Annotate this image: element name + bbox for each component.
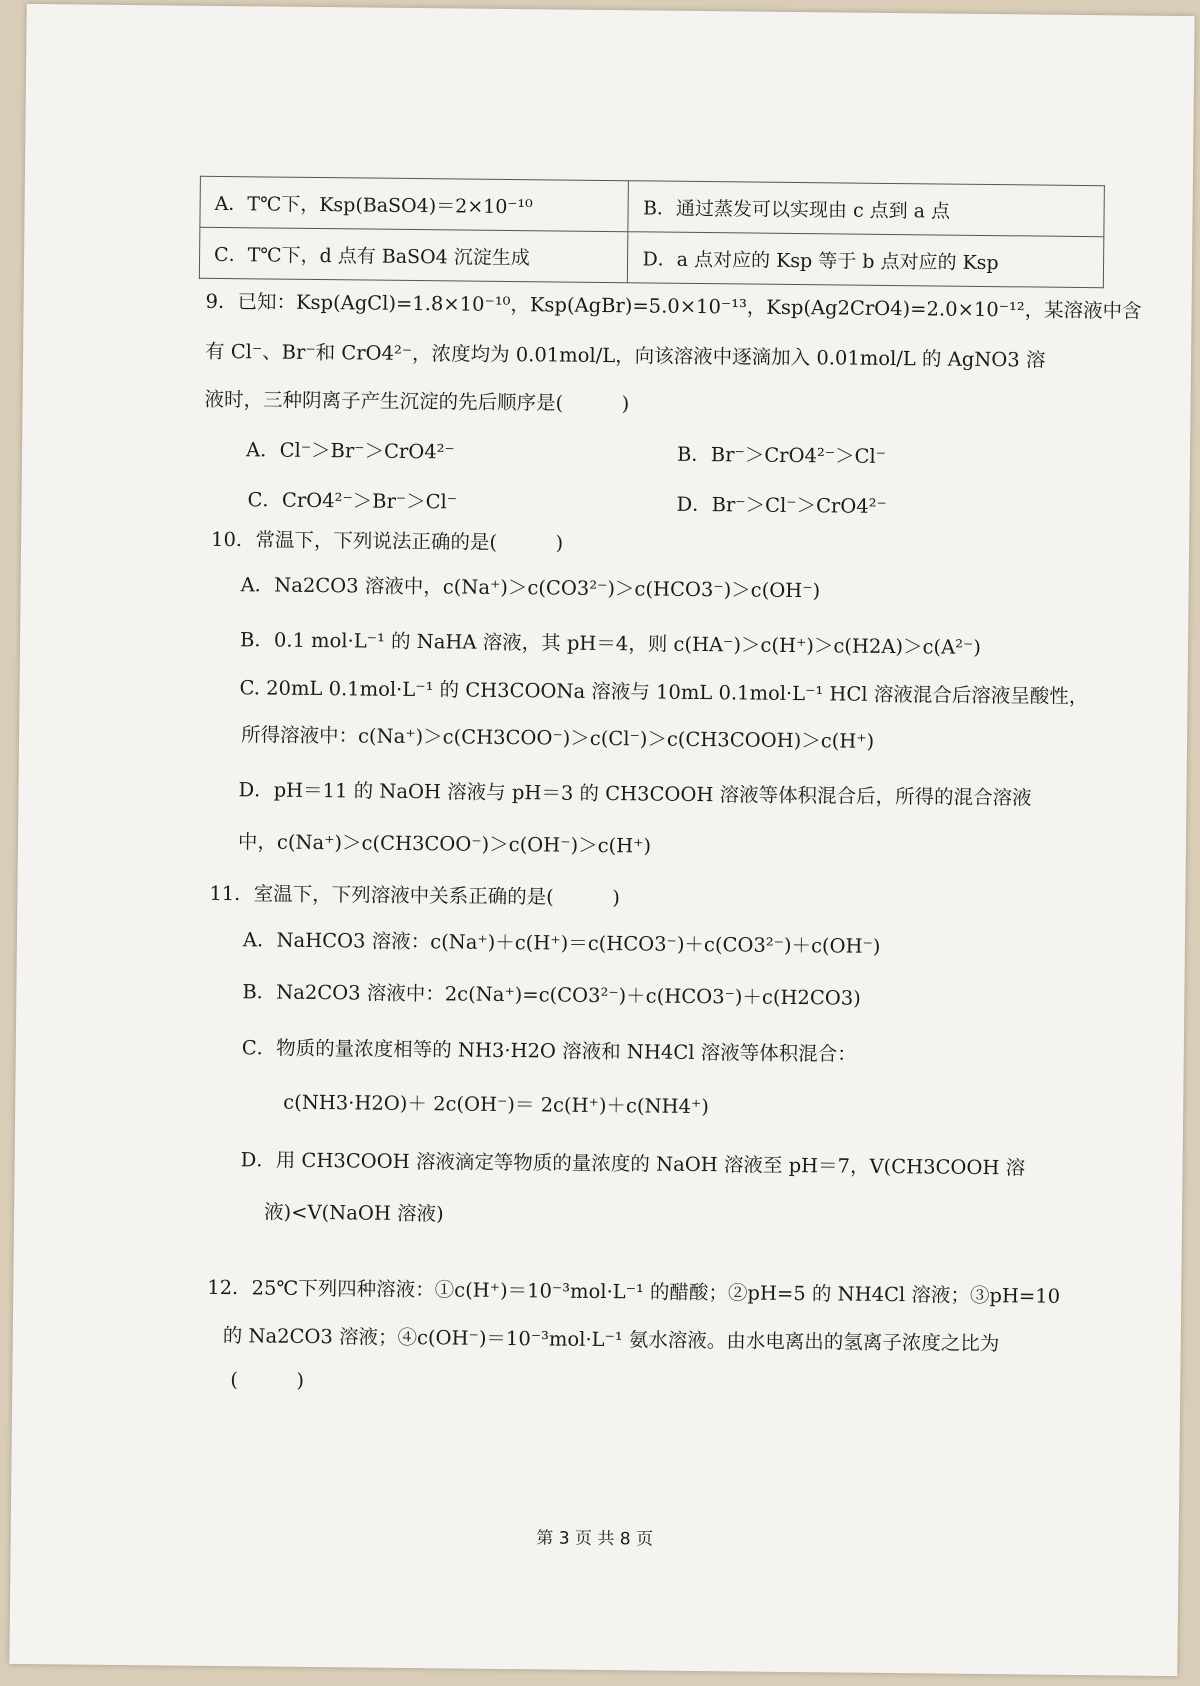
q8-options-table — [199, 176, 1105, 288]
q9-stem-line1: 9．已知：Ksp(AgCl)=1.8×10⁻¹⁰，Ksp(AgBr)=5.0×10⁻¹³，Ksp(Ag2CrO4)=2.0×10⁻¹²，某溶液中含 — [205, 289, 1142, 323]
table-row — [199, 227, 1103, 287]
q9-option-d: D．Br⁻＞Cl⁻＞CrO4²⁻ — [676, 492, 887, 518]
page-footer: 第 3 页 共 8 页 — [536, 1528, 654, 1550]
q9-option-c: C．CrO4²⁻＞Br⁻＞Cl⁻ — [247, 488, 458, 514]
q8-option-d: D．a 点对应的 Ksp 等于 b 点对应的 Ksp — [628, 232, 1104, 288]
q9-stem-line3: 液时，三种阴离子产生沉淀的先后顺序是( ) — [204, 387, 630, 416]
q11-option-c-line1: C．物质的量浓度相等的 NH3·H2O 溶液和 NH4Cl 溶液等体积混合： — [241, 1036, 857, 1066]
q10-stem: 10．常温下，下列说法正确的是( ) — [211, 527, 564, 555]
q10-option-d-line2: 中，c(Na⁺)＞c(CH3COO⁻)＞c(OH⁻)＞c(H⁺) — [237, 830, 652, 858]
q10-option-c-line1: C. 20mL 0.1mol·L⁻¹ 的 CH3COONa 溶液与 10mL 0.1mol·L⁻¹ HCl 溶液混合后溶液呈酸性， — [239, 676, 1089, 709]
q8-option-a: A．T℃下，Ksp(BaSO4)＝2×10⁻¹⁰ — [200, 176, 629, 231]
q12-stem-line2: 的 Na2CO3 溶液；④c(OH⁻)＝10⁻³mol·L⁻¹ 氨水溶液。由水电离出的氢离子浓度之比为 — [222, 1324, 1000, 1356]
q10-option-a: A．Na2CO3 溶液中，c(Na⁺)＞c(CO3²⁻)＞c(HCO3⁻)＞c(OH⁻) — [240, 573, 821, 603]
q12-stem-line3: ( ) — [230, 1368, 305, 1392]
q8-option-c: C．T℃下，d 点有 BaSO4 沉淀生成 — [199, 227, 628, 282]
q11-option-d-line2: 液)<V(NaOH 溶液) — [263, 1200, 444, 1226]
q9-option-b: B．Br⁻＞CrO4²⁻＞Cl⁻ — [676, 442, 887, 468]
q11-stem: 11．室温下，下列溶液中关系正确的是( ) — [209, 881, 621, 910]
exam-page — [9, 4, 1194, 1676]
q8-option-b: B．通过蒸发可以实现由 c 点到 a 点 — [628, 181, 1104, 237]
q10-option-c-line2: 所得溶液中：c(Na⁺)＞c(CH3COO⁻)＞c(Cl⁻)＞c(CH3COOH)＞c(H⁺) — [240, 723, 875, 753]
q11-option-b: B．Na2CO3 溶液中：2c(Na⁺)=c(CO3²⁻)＋c(HCO3⁻)＋c(H2CO3) — [242, 980, 861, 1010]
table-row — [200, 176, 1104, 236]
q11-option-a: A．NaHCO3 溶液：c(Na⁺)＋c(H⁺)＝c(HCO3⁻)＋c(CO3²⁻)＋c(OH⁻) — [242, 928, 881, 958]
q10-option-b: B．0.1 mol·L⁻¹ 的 NaHA 溶液，其 pH＝4，则 c(HA⁻)＞c(H⁺)＞c(H2A)＞c(A²⁻) — [239, 628, 982, 659]
q12-stem-line1: 12．25℃下列四种溶液：①c(H⁺)＝10⁻³mol·L⁻¹ 的醋酸；②pH=5 的 NH4Cl 溶液；③pH=10 — [207, 1275, 1061, 1308]
q9-option-a: A．Cl⁻＞Br⁻＞CrO4²⁻ — [245, 438, 455, 464]
q11-option-d-line1: D．用 CH3COOH 溶液滴定等物质的量浓度的 NaOH 溶液至 pH＝7，V(CH3COOH 溶 — [240, 1148, 1026, 1180]
q9-stem-line2: 有 Cl⁻、Br⁻和 CrO4²⁻，浓度均为 0.01mol/L，向该溶液中逐滴加入 0.01mol/L 的 AgNO3 溶 — [204, 339, 1046, 372]
q10-option-d-line1: D．pH＝11 的 NaOH 溶液与 pH＝3 的 CH3COOH 溶液等体积混合后，所得的混合溶液 — [238, 778, 1032, 810]
q11-option-c-line2: c(NH3·H2O)＋ 2c(OH⁻)＝ 2c(H⁺)＋c(NH4⁺) — [283, 1090, 710, 1119]
